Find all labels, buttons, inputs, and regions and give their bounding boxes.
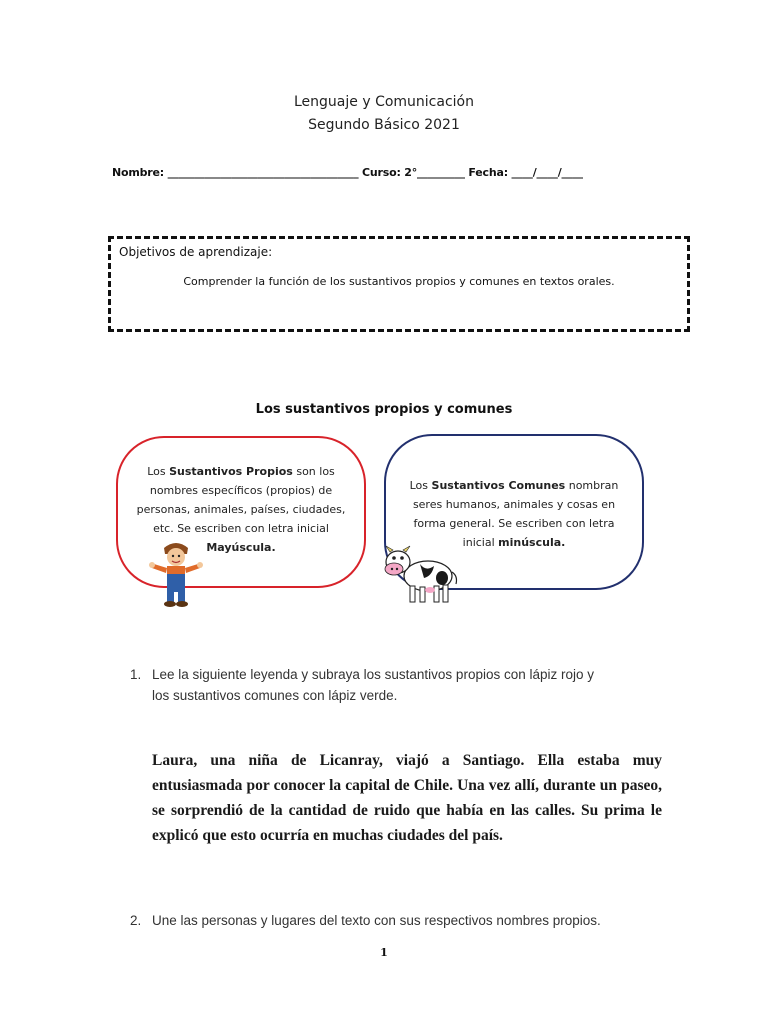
proper-nouns-text: son los <box>292 465 335 478</box>
question-1-line-1: Lee la siguiente leyenda y subraya los sustantivos propios con lápiz rojo y <box>152 667 595 682</box>
objectives-text: Comprender la función de los sustantivos propios y comunes en textos orales. <box>183 275 615 288</box>
question-2-number: 2. <box>130 913 142 928</box>
proper-nouns-text: personas, animales, países, ciudades, <box>136 503 346 516</box>
objectives-box <box>108 236 690 332</box>
student-info-line: Nombre: ____________________________________ Curso: 2°_________ Fecha: ____/____/____ <box>112 166 583 179</box>
page-number: 1 <box>380 946 388 959</box>
common-nouns-term: Sustantivos Comunes <box>431 479 566 492</box>
proper-nouns-text: etc. Se escriben con letra inicial <box>153 522 329 535</box>
proper-nouns-rule: Mayúscula. <box>206 541 276 554</box>
proper-nouns-text: Los <box>147 465 170 478</box>
section-title: Los sustantivos propios y comunes <box>255 402 513 417</box>
common-nouns-text: nombran <box>565 479 619 492</box>
cow-illustration-icon <box>380 544 460 606</box>
common-nouns-text: seres humanos, animales y cosas en <box>412 498 616 511</box>
proper-nouns-text: nombres específicos (propios) de <box>149 484 333 497</box>
common-nouns-text: Los <box>409 479 432 492</box>
proper-nouns-term: Sustantivos Propios <box>169 465 293 478</box>
grade-title: Segundo Básico 2021 <box>308 117 460 133</box>
common-nouns-text: inicial <box>462 536 499 549</box>
boy-illustration-icon <box>146 540 206 608</box>
question-1-line-2: los sustantivos comunes con lápiz verde. <box>152 688 398 703</box>
common-nouns-rule: minúscula. <box>498 536 566 549</box>
question-2-text: Une las personas y lugares del texto con sus respectivos nombres propios. <box>152 913 601 928</box>
common-nouns-text: forma general. Se escriben con letra <box>413 517 615 530</box>
subject-title: Lenguaje y Comunicación <box>294 94 474 110</box>
question-1-number: 1. <box>130 667 142 682</box>
story-paragraph: Laura, una niña de Licanray, viajó a Santiago. Ella estaba muy entusiasmada por conocer la capital de Chile. Una vez allí, durante un paseo, se sorprendió de la cantidad de ruido que había en las calles. Su prima le explicó que esto ocurría en muchas ciudades del país. <box>152 752 662 844</box>
objectives-title: Objetivos de aprendizaje: <box>119 245 273 259</box>
